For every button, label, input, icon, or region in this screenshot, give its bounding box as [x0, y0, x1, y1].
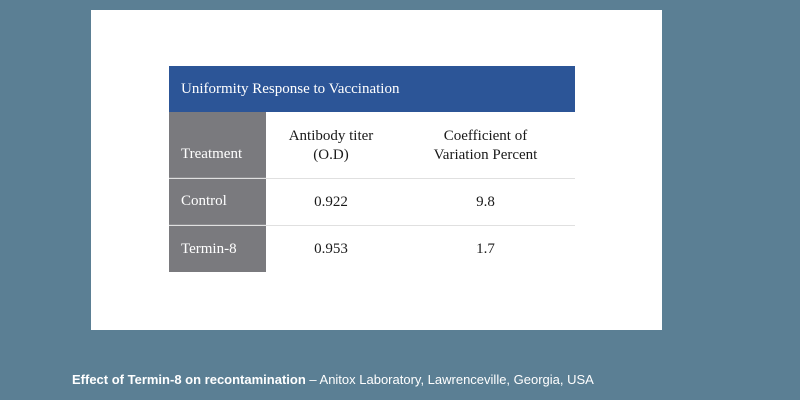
antibody-header-line2: (O.D)	[313, 147, 349, 163]
figure-caption	[72, 372, 594, 387]
figure-card	[91, 10, 662, 330]
cv-header-line1: Coefficient of	[443, 128, 528, 144]
caption-rest: – Anitox Laboratory, Lawrenceville, Georgia, USA	[305, 372, 594, 387]
table-row	[169, 179, 575, 226]
caption-bold: Effect of Termin-8 on recontamination	[72, 372, 306, 387]
treatment-header: Treatment	[169, 112, 266, 178]
table-row	[169, 226, 575, 272]
cv-cell: 9.8	[476, 193, 495, 210]
treatment-cell: Control	[169, 179, 266, 225]
cv-header-line2: Variation Percent	[433, 147, 538, 163]
antibody-header-line1: Antibody titer	[288, 128, 374, 144]
vaccination-table	[169, 66, 575, 272]
table-header-row	[169, 112, 575, 179]
antibody-cell: 0.922	[314, 193, 348, 210]
treatment-cell: Termin-8	[169, 226, 266, 272]
cv-header	[396, 112, 575, 178]
antibody-header	[266, 112, 396, 178]
table-title: Uniformity Response to Vaccination	[169, 66, 575, 112]
antibody-cell: 0.953	[314, 240, 348, 257]
cv-cell: 1.7	[476, 240, 495, 257]
